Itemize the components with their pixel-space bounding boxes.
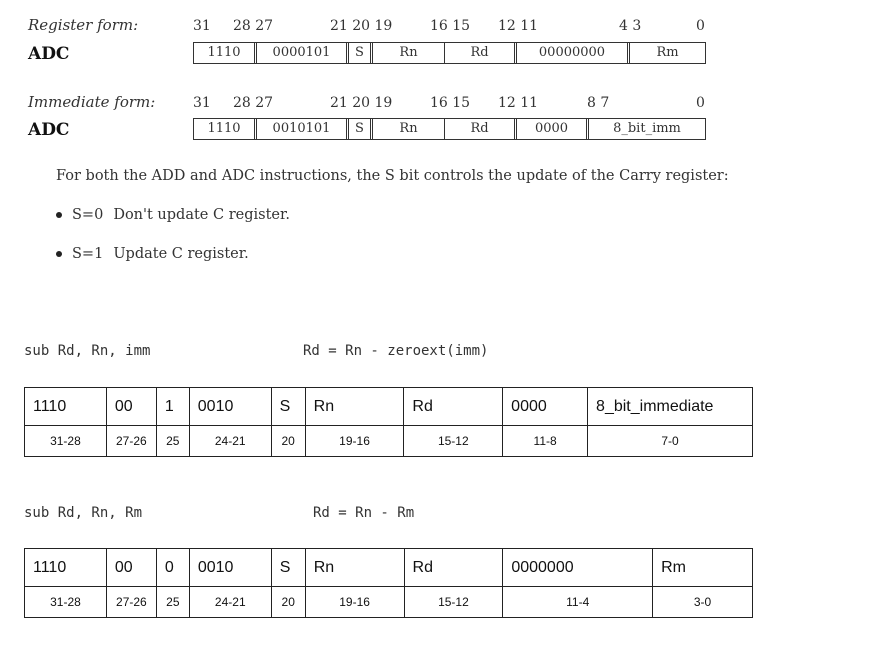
adc-register-form-label: Register form: (28, 16, 139, 34)
bullet-value: S=0 (72, 207, 104, 223)
bullet-text: Update C register. (113, 246, 249, 262)
table-cell: 8_bit_immediate (588, 388, 753, 426)
bit-number: 4 3 (619, 18, 642, 34)
bit-number: 16 15 (430, 95, 471, 111)
table-cell: S (271, 388, 305, 426)
encoding-field: S (349, 119, 373, 139)
encoding-field: Rn (373, 119, 445, 139)
table-cell: Rd (404, 549, 503, 587)
adc-immediate-form-label: Immediate form: (28, 93, 156, 111)
table-cell: 00 (106, 388, 156, 426)
encoding-field: Rm (656, 45, 679, 60)
list-item (56, 246, 249, 262)
table-cell: 15-12 (404, 426, 503, 457)
table-row (25, 549, 753, 587)
bit-number: 0 (696, 18, 705, 34)
encoding-field: 0010101 (257, 119, 349, 139)
bullet-icon (56, 251, 62, 257)
table-cell: Rn (305, 388, 404, 426)
table-cell: S (271, 549, 305, 587)
encoding-field: 0000101 (257, 43, 349, 63)
table-cell: 11-4 (503, 587, 653, 618)
sub-imm-syntax: sub Rd, Rn, imm (24, 343, 151, 359)
bit-number: 12 11 (498, 95, 539, 111)
table-cell: 1110 (25, 388, 107, 426)
sub-reg-syntax: sub Rd, Rn, Rm (24, 505, 143, 521)
table-cell: 15-12 (404, 587, 503, 618)
bit-number: 31 (193, 95, 211, 111)
encoding-field: Rd (445, 119, 517, 139)
encoding-field: 8_bit_imm (613, 121, 681, 136)
encoding-field: 1110 (194, 119, 257, 139)
table-cell: 0010 (189, 549, 271, 587)
sub-reg-encoding-table (24, 548, 753, 618)
table-row (25, 587, 753, 618)
bit-number: 12 11 (498, 18, 539, 34)
table-cell: 7-0 (588, 426, 753, 457)
table-cell: 0 (156, 549, 189, 587)
sub-reg-semantics: Rd = Rn - Rm (313, 505, 415, 521)
bit-number: 21 20 19 (330, 18, 393, 34)
bit-number: 28 27 (233, 95, 274, 111)
bit-number: 16 15 (430, 18, 471, 34)
bullet-value: S=1 (72, 246, 104, 262)
encoding-field: Rd (445, 43, 517, 63)
adc-register-mnemonic: ADC (28, 44, 70, 64)
table-cell: 25 (156, 587, 189, 618)
table-cell: Rn (305, 549, 404, 587)
bit-number: 8 7 (587, 95, 610, 111)
table-row (25, 388, 753, 426)
adc-register-encoding (193, 42, 706, 64)
table-cell: Rd (404, 388, 503, 426)
table-cell: 31-28 (25, 426, 107, 457)
bit-number: 28 27 (233, 18, 274, 34)
table-cell: 19-16 (305, 587, 404, 618)
bit-number: 31 (193, 18, 211, 34)
table-cell: 0000 (503, 388, 588, 426)
table-cell: 25 (156, 426, 189, 457)
table-row (25, 426, 753, 457)
bit-number: 0 (696, 95, 705, 111)
bullet-text: Don't update C register. (113, 207, 290, 223)
table-cell: 1 (156, 388, 189, 426)
sub-imm-semantics: Rd = Rn - zeroext(imm) (303, 343, 489, 359)
table-cell: 27-26 (106, 426, 156, 457)
table-cell: 31-28 (25, 587, 107, 618)
encoding-field: 1110 (194, 43, 257, 63)
table-cell: 27-26 (106, 587, 156, 618)
adc-register-bit-numbers (0, 18, 887, 36)
adc-immediate-encoding (193, 118, 706, 140)
encoding-field: 0000 (517, 119, 589, 139)
table-cell: 24-21 (189, 587, 271, 618)
table-cell: 24-21 (189, 426, 271, 457)
table-cell: 0000000 (503, 549, 653, 587)
table-cell: 20 (271, 587, 305, 618)
bit-number: 21 20 19 (330, 95, 393, 111)
table-cell: 11-8 (503, 426, 588, 457)
table-cell: 1110 (25, 549, 107, 587)
s-bit-description: For both the ADD and ADC instructions, the S bit controls the update of the Carry register: (56, 168, 729, 184)
table-cell: 00 (106, 549, 156, 587)
sub-imm-encoding-table (24, 387, 753, 457)
adc-immediate-bit-numbers (0, 95, 887, 113)
table-cell: 19-16 (305, 426, 404, 457)
table-cell: 20 (271, 426, 305, 457)
adc-immediate-mnemonic: ADC (28, 120, 70, 140)
table-cell: 3-0 (653, 587, 753, 618)
table-cell: 0010 (189, 388, 271, 426)
encoding-field: Rn (373, 43, 445, 63)
list-item (56, 207, 290, 223)
bullet-icon (56, 212, 62, 218)
table-cell: Rm (653, 549, 753, 587)
encoding-field: 00000000 (517, 43, 630, 63)
encoding-field: S (349, 43, 373, 63)
